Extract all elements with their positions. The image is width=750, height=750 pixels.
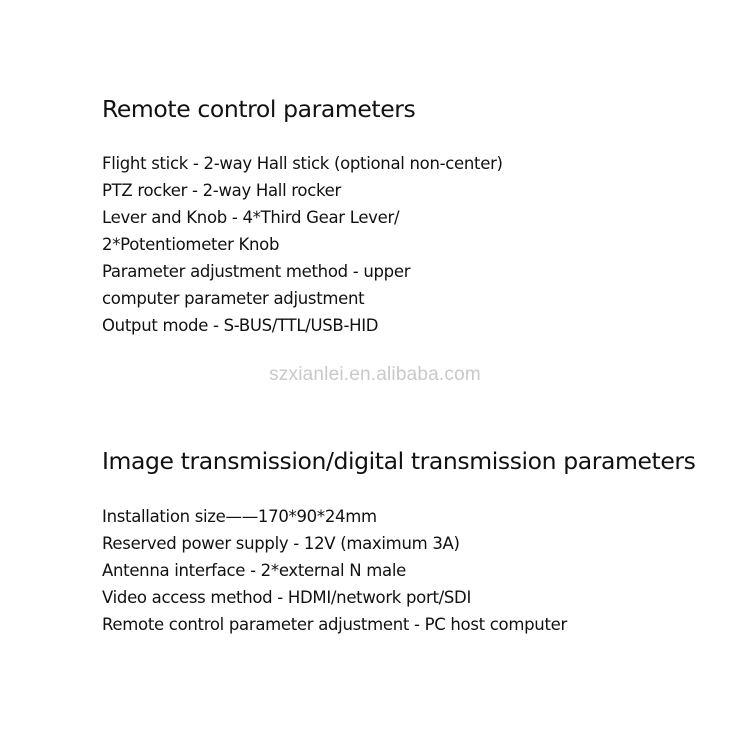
parameter-line: computer parameter adjustment [102, 289, 365, 308]
watermark-text: szxianlei.en.alibaba.com [269, 364, 481, 385]
parameter-line: 2*Potentiometer Knob [102, 235, 280, 254]
parameter-line: Installation size——170*90*24mm [102, 507, 377, 526]
parameter-list [102, 503, 696, 638]
parameter-line: PTZ rocker - 2-way Hall rocker [102, 181, 341, 200]
parameter-line: Flight stick - 2-way Hall stick (optional non-center) [102, 154, 503, 173]
parameter-line: Video access method - HDMI/network port/SDI [102, 588, 472, 607]
section-title: Remote control parameters [102, 95, 416, 123]
parameter-line: Lever and Knob - 4*Third Gear Lever/ [102, 208, 400, 227]
parameter-line: Antenna interface - 2*external N male [102, 561, 406, 580]
parameter-list [102, 150, 503, 339]
parameter-line: Output mode - S-BUS/TTL/USB-HID [102, 316, 379, 335]
parameter-line: Remote control parameter adjustment - PC host computer [102, 615, 567, 634]
parameter-line: Reserved power supply - 12V (maximum 3A) [102, 534, 460, 553]
parameter-line: Parameter adjustment method - upper [102, 262, 411, 281]
image-transmission-parameters-section [102, 446, 696, 638]
section-title: Image transmission/digital transmission parameters [102, 447, 696, 475]
remote-control-parameters-section [102, 94, 503, 339]
